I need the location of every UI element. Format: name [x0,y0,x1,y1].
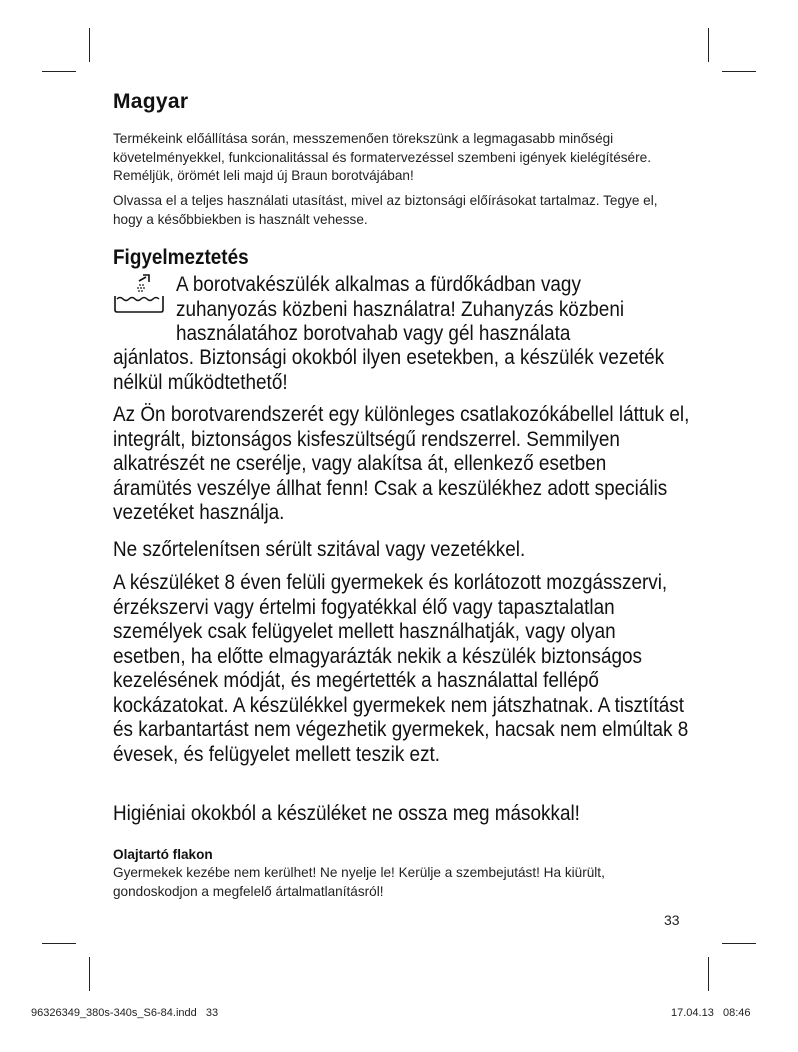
footer-date-info: 17.04.13 08:46 [671,1007,751,1019]
page-title: Magyar [113,90,189,113]
shower-bath-icon [113,272,165,314]
paragraph-cable: Az Ön borotvarendszerét egy különleges csatlakozókábellel láttuk el, integrált, biztonságos kisfeszültségű rendszerrel. Semmilyen alkatrészét ne cserélje, vagy alakítsa át, ellenkező esetben áramütés veszélye állhat fenn! Csak a keszülékhez adott speciális vezetéket használja. [113,402,690,524]
warning-text-first: A borotvakészülék alkalmas a fürdőkádban vagy zuhanyozás közbeni használatra! Zuhanyzás közbeni használatához borotvahab vagy gél használata [176,272,625,345]
crop-mark-top-right-vertical [708,28,709,62]
warning-title: Figyelmeztetés [113,245,249,269]
warning-text-rest: ajánlatos. Biztonsági okokból ilyen esetekben, a készülék vezeték nélkül működtethető! [113,345,665,394]
crop-mark-bottom-right-horizontal [722,943,756,944]
footer-file-info: 96326349_380s-340s_S6-84.indd 33 [31,1007,219,1019]
intro-paragraph-1: Termékeink előállítása során, messzemenően törekszünk a legmagasabb minőségi követelményekkel, funkcionalitással és formatervezéssel szembeni igények kielégítésére. Reméljük, örömét leli majd új Braun borotvájában! [113,131,651,183]
crop-mark-bottom-left-horizontal [42,943,76,944]
oil-bottle-title: Olajtartó flakon [113,847,213,862]
crop-mark-bottom-left-vertical [89,957,90,991]
crop-mark-bottom-right-vertical [708,957,709,991]
paragraph-damaged-foil: Ne szőrtelenítsen sérült szitával vagy vezetékkel. [113,537,526,561]
crop-mark-top-left-horizontal [42,71,76,72]
oil-bottle-text: Gyermekek kezébe nem kerülhet! Ne nyelje le! Kerülje a szembejutást! Ha kiürült, gondoskodjon a megfelelő ártalmatlanításról! [113,865,605,899]
crop-mark-top-right-horizontal [722,71,756,72]
paragraph-children: A készüléket 8 éven felüli gyermekek és korlátozott mozgásszervi, érzékszervi vagy értelmi fogyatékkal élő vagy tapasztalatlan személyek csak felügyelet mellett használhatják, vagy olyan esetben, ha előtte elmagyarázták nekik a készülék biztonságos kezelésének módját, és megértették a használattal fellépő kockázatokat. A készülékkel gyermekek nem játszhatnak. A tisztítást és karbantartást nem végezhetik gyermekek, hacsak nem elmúltak 8 évesek, és felügyelet mellett teszik ezt. [113,570,689,766]
crop-mark-top-left-vertical [89,28,90,62]
page-number: 33 [664,912,680,928]
paragraph-hygiene: Higiéniai okokból a készüléket ne ossza meg másokkal! [113,801,580,825]
page-content [113,88,690,899]
intro-paragraph-2: Olvassa el a teljes használati utasítást, mivel az biztonsági előírásokat tartalmaz. Tegye el, hogy a későbbiekben is használt vehesse. [113,193,658,227]
